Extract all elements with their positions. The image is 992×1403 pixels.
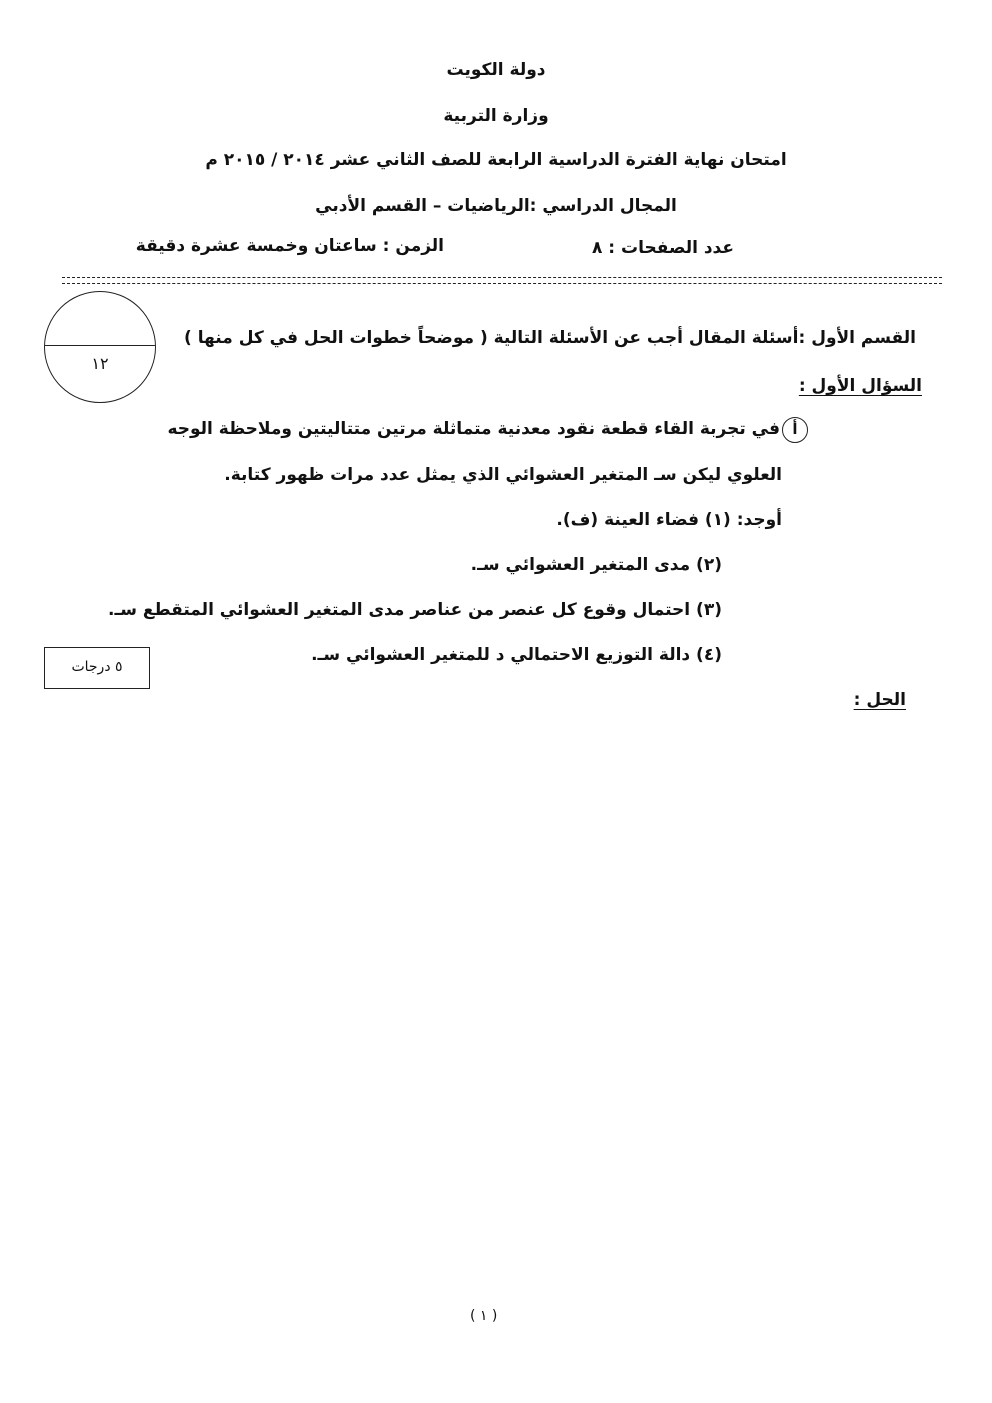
exam-title: امتحان نهاية الفترة الدراسية الرابعة للصف الثاني عشر ٢٠١٤ / ٢٠١٥ م bbox=[205, 150, 787, 170]
section-score: ١٢ bbox=[91, 354, 109, 373]
exam-time: الزمن : ساعتان وخمسة عشرة دقيقة bbox=[135, 236, 444, 256]
page-number: ( ١ ) bbox=[470, 1308, 498, 1324]
question-line-2: العلوي ليكن سـ المتغير العشوائي الذي يمثل عدد مرات ظهور كتابة. bbox=[224, 465, 782, 485]
grade-box: ٥ درجات bbox=[44, 647, 150, 689]
section-title: القسم الأول :أسئلة المقال أجب عن الأسئلة التالية ( موضحاً خطوات الحل في كل منها ) bbox=[184, 328, 916, 348]
find-item-4: (٤) دالة التوزيع الاحتمالي د للمتغير العشوائي سـ. bbox=[311, 645, 722, 665]
question-text-1: في تجربة القاء قطعة نقود معدنية متماثلة مرتين متتاليتين وملاحظة الوجه bbox=[167, 419, 780, 439]
find-item-2: (٢) مدى المتغير العشوائي سـ. bbox=[470, 555, 722, 575]
separator-line-bottom bbox=[62, 283, 942, 284]
part-letter: أ bbox=[782, 417, 808, 443]
find-item-3: (٣) احتمال وقوع كل عنصر من عناصر مدى المتغير العشوائي المتقطع سـ. bbox=[108, 600, 722, 620]
subject-line: المجال الدراسي :الرياضيات – القسم الأدبي bbox=[315, 196, 677, 216]
score-divider bbox=[45, 345, 155, 346]
pages-count: عدد الصفحات : ٨ bbox=[591, 238, 734, 258]
ministry-name: وزارة التربية bbox=[443, 106, 549, 126]
separator-line-top bbox=[62, 277, 942, 278]
section-score-circle bbox=[44, 291, 156, 403]
find-item-1: أوجد: (١) فضاء العينة (ف). bbox=[556, 510, 782, 530]
country-name: دولة الكويت bbox=[446, 60, 546, 80]
question-line-1 bbox=[167, 417, 808, 443]
question-heading: السؤال الأول : bbox=[798, 376, 922, 396]
solution-label: الحل : bbox=[853, 690, 906, 710]
